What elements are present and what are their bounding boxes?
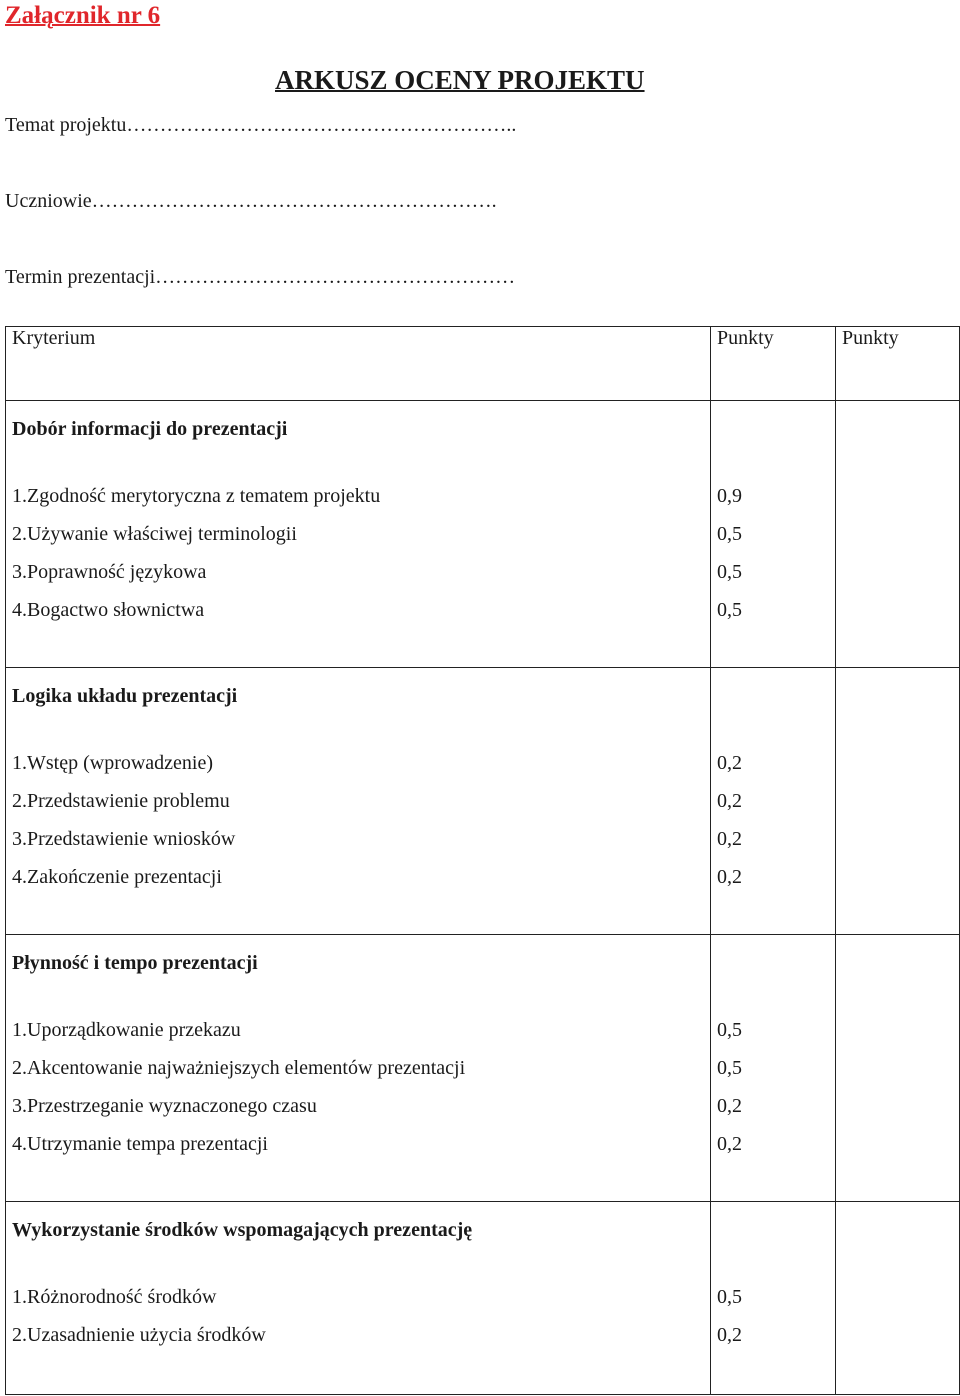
criterion-item: 1.Uporządkowanie przekazu: [12, 1019, 241, 1041]
section-row: [6, 935, 960, 1202]
section-title: Dobór informacji do prezentacji: [12, 418, 288, 440]
criterion-item: 2.Przedstawienie problemu: [12, 790, 230, 812]
criteria-cell: [6, 1202, 711, 1395]
max-points-value: 0,2: [717, 1324, 742, 1346]
section-row: [6, 1202, 960, 1395]
criterion-item: 2.Uzasadnienie użycia środków: [12, 1324, 266, 1346]
section-title: Wykorzystanie środków wspomagających prezentację: [12, 1219, 473, 1241]
max-points-value: 0,5: [717, 1057, 742, 1079]
project-topic-field: Temat projektu…………………………………………………..: [5, 114, 517, 136]
presentation-date-field: Termin prezentacji………………………………………………: [5, 266, 516, 288]
max-points-value: 0,9: [717, 485, 742, 507]
max-points-cell: [711, 1202, 836, 1395]
criterion-item: 4.Zakończenie prezentacji: [12, 866, 222, 888]
awarded-points-cell[interactable]: [836, 401, 960, 668]
max-points-value: 0,5: [717, 1286, 742, 1308]
header-criterion: Kryterium: [6, 327, 711, 401]
section-row: [6, 401, 960, 668]
max-points-value: 0,2: [717, 866, 742, 888]
criterion-item: 2.Akcentowanie najważniejszych elementów prezentacji: [12, 1057, 466, 1079]
evaluation-table: [5, 326, 960, 1395]
awarded-points-cell[interactable]: [836, 1202, 960, 1395]
awarded-points-cell[interactable]: [836, 935, 960, 1202]
max-points-value: 0,2: [717, 1095, 742, 1117]
max-points-value: 0,2: [717, 1133, 742, 1155]
max-points-value: 0,2: [717, 828, 742, 850]
max-points-value: 0,5: [717, 1019, 742, 1041]
criteria-cell: [6, 401, 711, 668]
criterion-item: 2.Używanie właściwej terminologii: [12, 523, 297, 545]
criterion-item: 1.Różnorodność środków: [12, 1286, 217, 1308]
criteria-cell: [6, 668, 711, 935]
criterion-item: 4.Utrzymanie tempa prezentacji: [12, 1133, 268, 1155]
max-points-value: 0,5: [717, 561, 742, 583]
max-points-value: 0,5: [717, 523, 742, 545]
criterion-item: 1.Wstęp (wprowadzenie): [12, 752, 214, 774]
max-points-value: 0,2: [717, 790, 742, 812]
header-points-awarded: Punkty: [836, 327, 960, 401]
header-points-max: Punkty: [711, 327, 836, 401]
section-title: Logika układu prezentacji: [12, 685, 238, 707]
section-row: [6, 668, 960, 935]
criterion-item: 3.Poprawność językowa: [12, 561, 207, 583]
criterion-item: 3.Przestrzeganie wyznaczonego czasu: [12, 1095, 317, 1117]
students-field: Uczniowie…………………………………………………….: [5, 190, 497, 212]
criteria-cell: [6, 935, 711, 1202]
criterion-item: 4.Bogactwo słownictwa: [12, 599, 205, 621]
max-points-cell: [711, 935, 836, 1202]
attachment-label: Załącznik nr 6: [5, 2, 161, 29]
max-points-cell: [711, 401, 836, 668]
awarded-points-cell[interactable]: [836, 668, 960, 935]
criterion-item: 3.Przedstawienie wniosków: [12, 828, 236, 850]
max-points-cell: [711, 668, 836, 935]
document-title: ARKUSZ OCENY PROJEKTU: [275, 65, 645, 95]
table-header-row: [6, 327, 960, 401]
max-points-value: 0,5: [717, 599, 742, 621]
section-title: Płynność i tempo prezentacji: [12, 952, 258, 974]
criterion-item: 1.Zgodność merytoryczna z tematem projektu: [12, 485, 381, 507]
max-points-value: 0,2: [717, 752, 742, 774]
